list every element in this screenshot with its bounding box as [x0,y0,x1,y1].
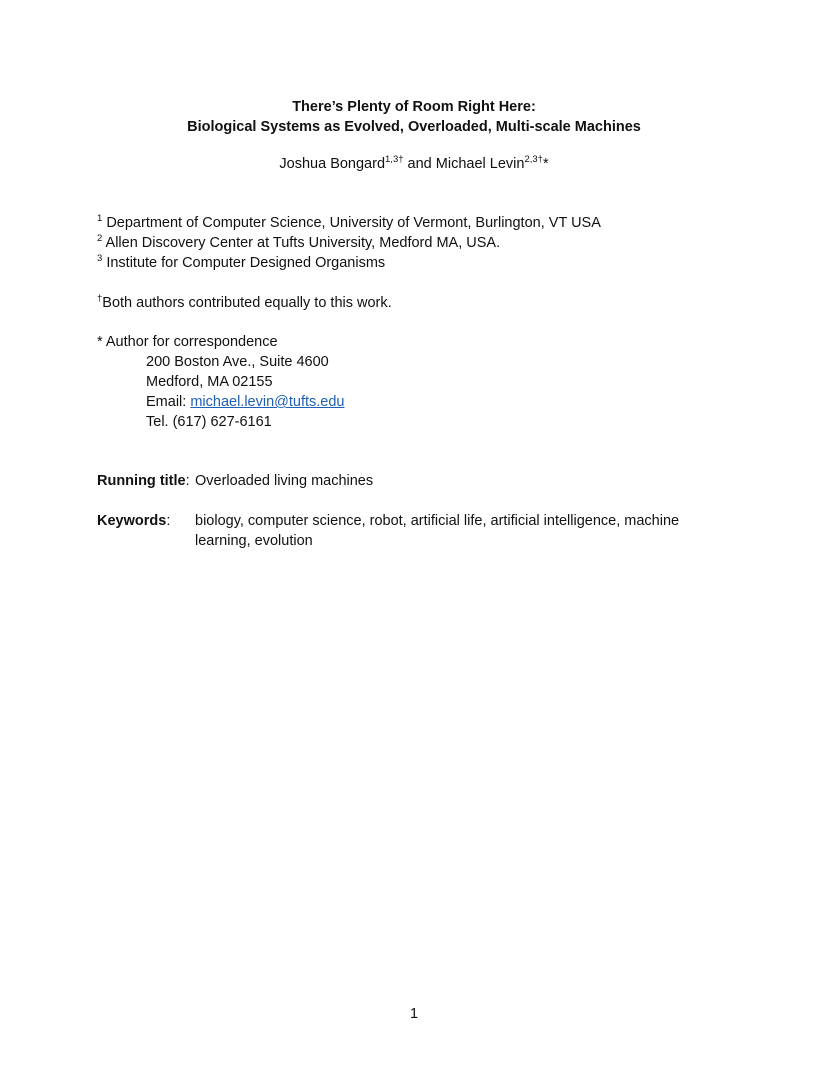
running-title-value: Overloaded living machines [195,473,374,489]
email-link[interactable]: michael.levin@tufts.edu [190,394,345,410]
running-title-label [97,471,190,491]
equal-contribution-text: Both authors contributed equally to this work. [102,295,392,311]
affiliation-3 [97,253,385,273]
author-joiner: and [403,156,436,172]
author-list [0,154,828,174]
affiliation-1 [97,213,601,233]
dagger-marker: † [97,293,103,304]
author-1-name: Joshua Bongard [279,156,386,172]
email-line [146,392,344,412]
affiliation-text: Allen Discovery Center at Tufts University, Medford MA, USA. [105,235,501,251]
keywords-label [97,511,170,531]
keywords-label-text: Keywords [97,513,167,529]
address-line-1: 200 Boston Ave., Suite 4600 [146,354,329,370]
running-title-label-text: Running title [97,473,186,489]
affiliation-marker: 3 [97,253,103,264]
correspondence-heading: * Author for correspondence [97,334,278,350]
affiliation-marker: 1 [97,213,103,224]
author-2-superscript: 2,3† [524,154,543,165]
paper-title-line-1: There’s Plenty of Room Right Here: [292,99,536,115]
affiliation-2 [97,233,500,253]
corresponding-author-mark: * [542,156,549,172]
keywords-value: biology, computer science, robot, artificial life, artificial intelligence, machine learning, evolution [195,513,680,549]
running-title-colon: : [185,473,190,489]
telephone-line: Tel. (617) 627-6161 [146,414,272,430]
paper-title-line-2: Biological Systems as Evolved, Overloaded, Multi-scale Machines [187,119,641,135]
keywords-colon: : [166,513,171,529]
affiliation-text: Institute for Computer Designed Organisms [106,255,386,271]
page-number: 1 [409,1006,419,1022]
author-2-name: Michael Levin [435,156,525,172]
email-label: Email: [146,394,191,410]
equal-contribution-note [97,293,392,313]
author-1-superscript: 1,3† [385,154,404,165]
affiliation-marker: 2 [97,233,103,244]
affiliation-text: Department of Computer Science, University of Vermont, Burlington, VT USA [106,215,601,231]
address-line-2: Medford, MA 02155 [146,374,273,390]
